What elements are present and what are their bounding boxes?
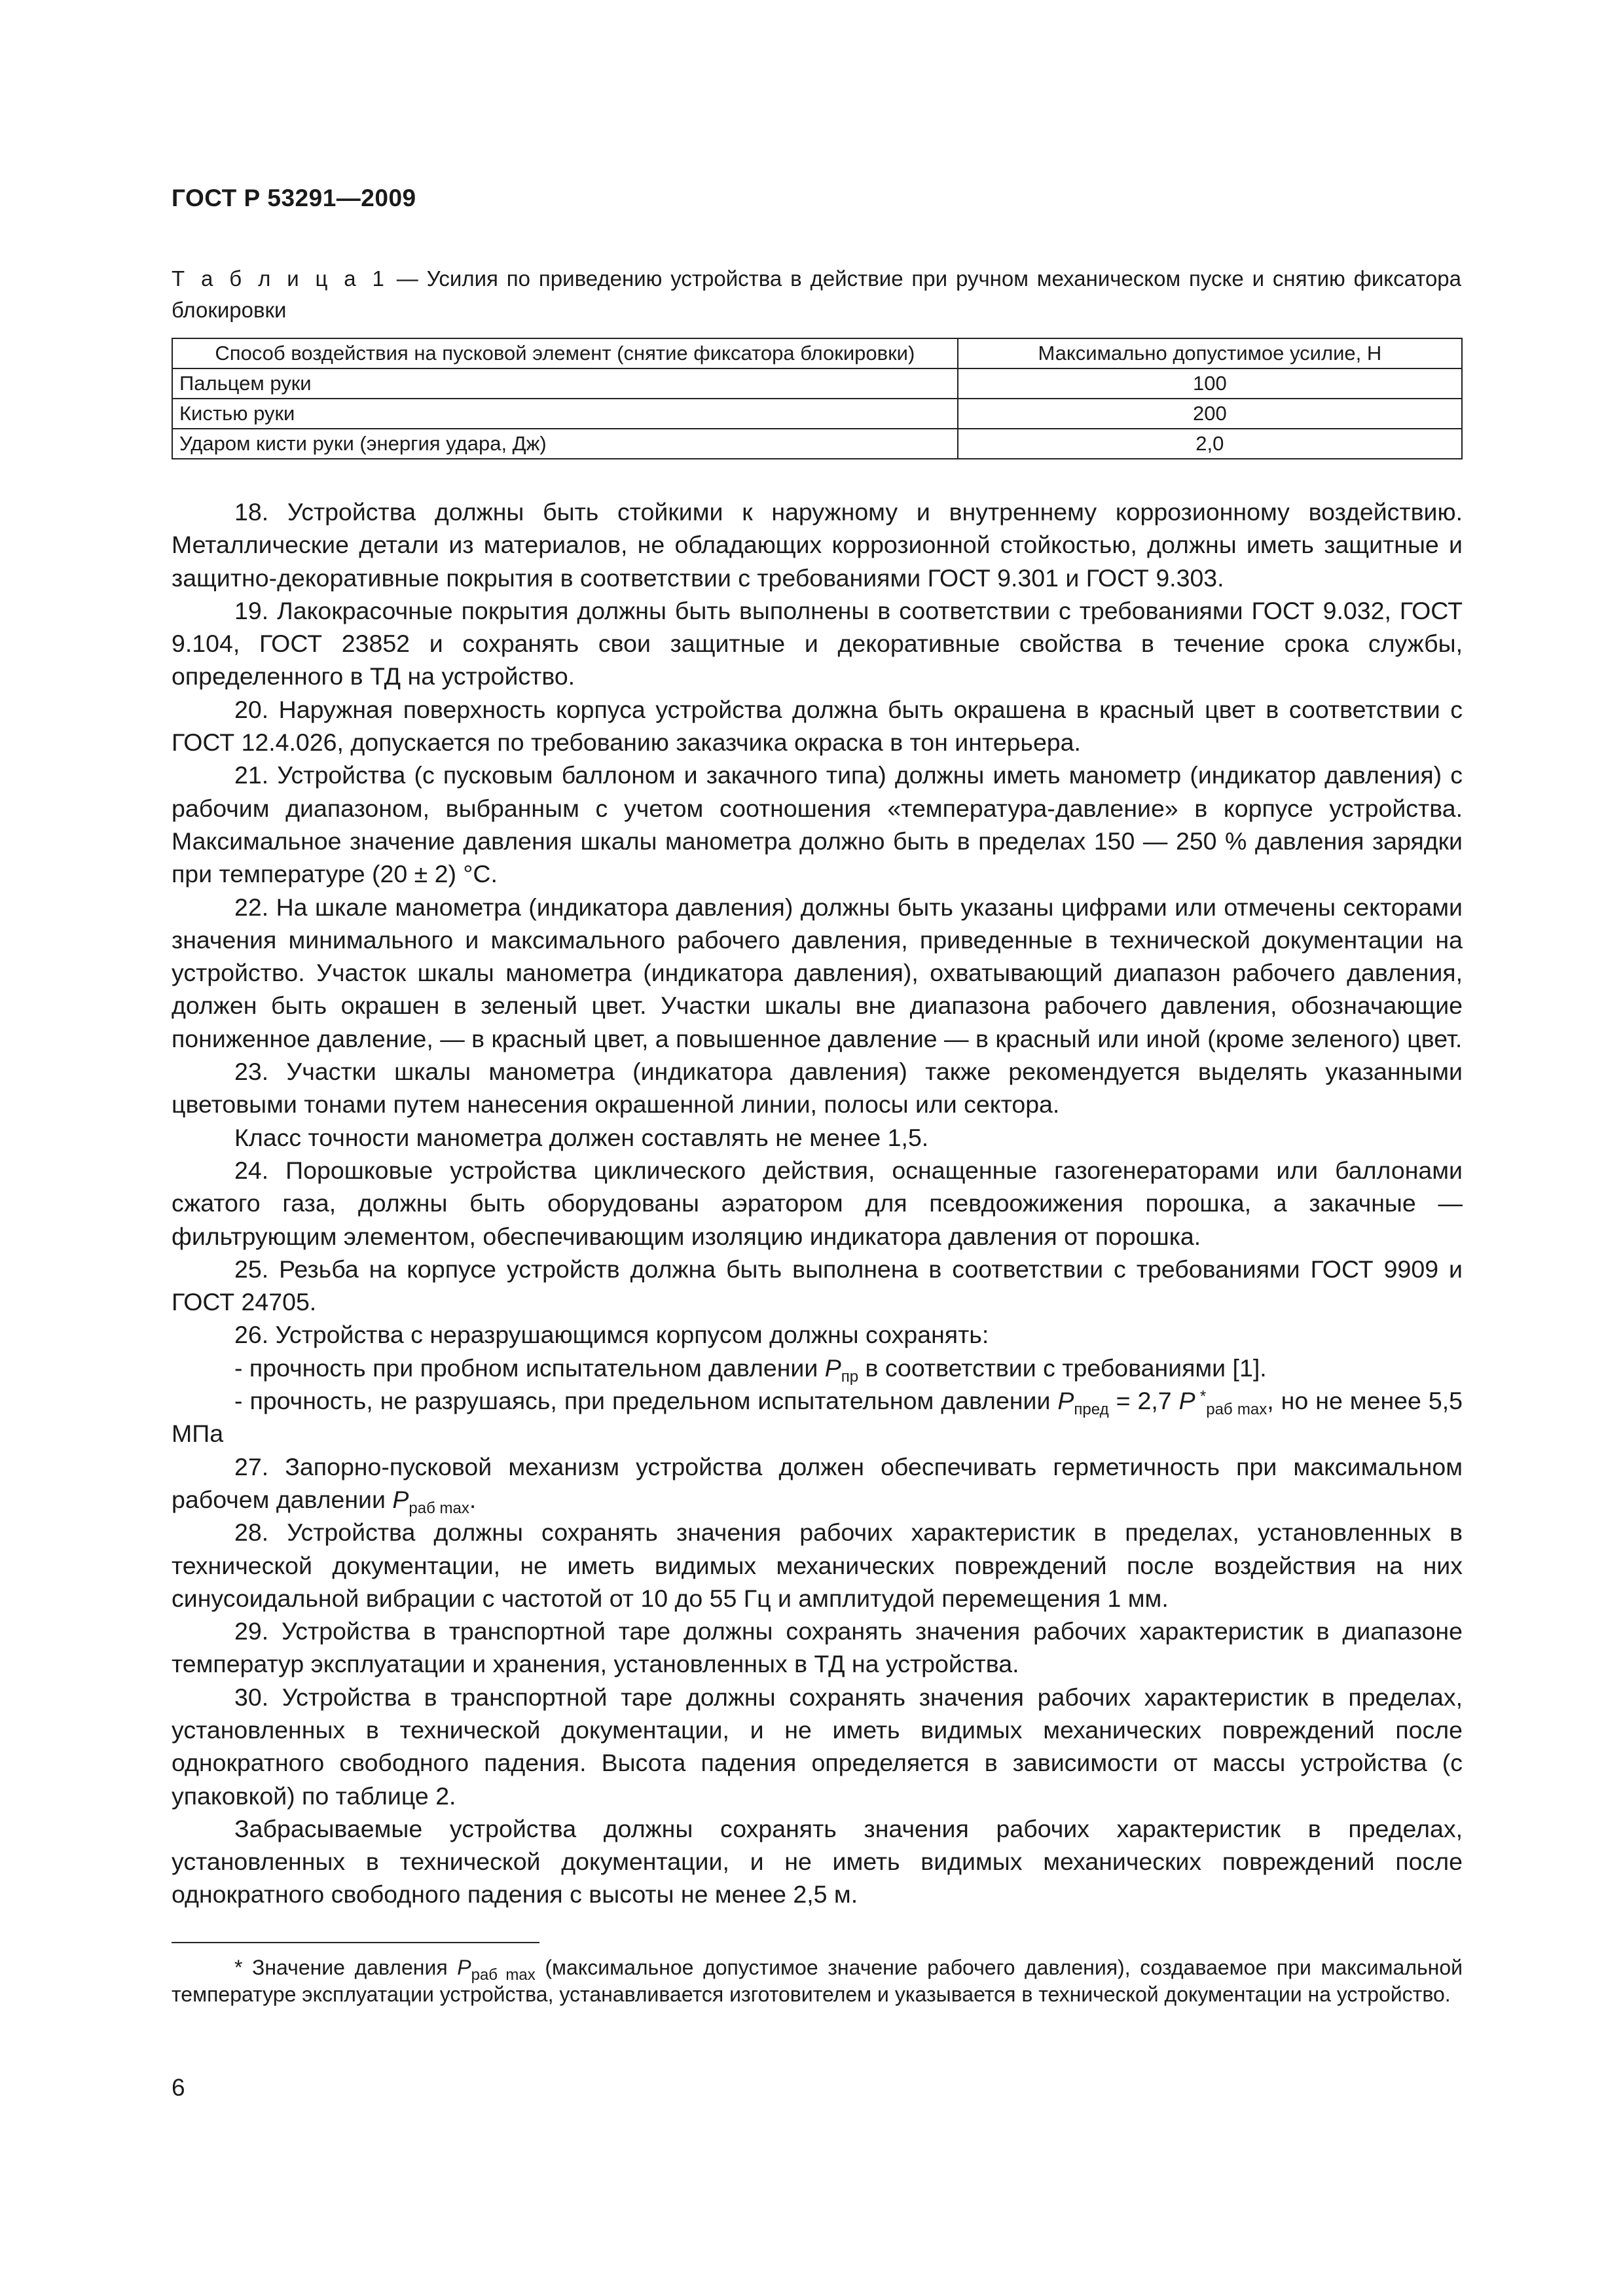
symbol-p: P: [824, 1354, 841, 1382]
table-header-force: Максимально допустимое усилие, Н: [958, 338, 1462, 368]
table-caption: [172, 263, 1461, 326]
paragraph-26: 26. Устройства с неразрушающимся корпусом должны сохранять:: [234, 1321, 989, 1349]
text-run: в соответствии с требованиями [1].: [858, 1354, 1267, 1382]
table-cell-force: 200: [958, 399, 1462, 429]
text-run: (максимальное допустимое значение рабочего давления), создаваемое при максимальной температуре эксплуатации устройства, устанавливается изготовителем и указывается в технической документации на устройство.: [172, 1956, 1463, 2006]
paragraph-27: [172, 1450, 1463, 1516]
subscript: пред: [1074, 1401, 1109, 1419]
text-run: , но не менее 5,5 МПа: [172, 1387, 1463, 1448]
text-run: .: [469, 1485, 477, 1513]
paragraph-30-thrown: Забрасываемые устройства должны сохранять значения рабочих характеристик в пределах, установленных в технической документации, и не иметь видимых механических повреждений после однократного свободного падения с высоты не менее 2,5 м.: [172, 1814, 1463, 1909]
paragraph-29: 29. Устройства в транспортной таре должны сохранять значения рабочих характеристик в диапазоне температур эксплуатации и хранения, установленных в ТД на устройства.: [172, 1617, 1463, 1678]
table-cell-method: Пальцем руки: [172, 368, 958, 399]
table-cell-method: Ударом кисти руки (энергия удара, Дж): [172, 429, 958, 459]
paragraph-22: 22. На шкале манометра (индикатора давления) должны быть указаны цифрами или отмечены секторами значения минимального и максимального рабочего давления, приведенные в технической документации на устройство. Участок шкалы манометра (индикатора давления), охватывающий диапазон рабочего давления, должен быть окрашен в зеленый цвет. Участки шкалы вне диапазона рабочего давления, обозначающие пониженное давление, — в красный цвет, а повышенное давление — в красный или иной (кроме зеленого) цвет.: [172, 893, 1463, 1052]
table-header-method: Способ воздействия на пусковой элемент (снятие фиксатора блокировки): [172, 338, 958, 368]
paragraph-21: 21. Устройства (с пусковым баллоном и закачного типа) должны иметь манометр (индикатор давления) с рабочим диапазоном, выбранным с учетом соотношения «температура-давление» в корпусе устройства. Максимальное значение давления шкалы манометра должно быть в пределах 150 — 250 % давления зарядки при температуре (20 ± 2) °С.: [172, 761, 1463, 888]
table-header-row: [172, 338, 1462, 368]
paragraph-24: 24. Порошковые устройства циклического действия, оснащенные газогенераторами или баллонами сжатого газа, должны быть оборудованы аэратором для псевдоожижения порошка, а закачные — фильтрующим элементом, обеспечивающим изоляцию индикатора давления от порошка.: [172, 1156, 1463, 1250]
footnote-marker: *: [1195, 1388, 1207, 1406]
paragraph-19: 19. Лакокрасочные покрытия должны быть выполнены в соответствии с требованиями ГОСТ 9.032, ГОСТ 9.104, ГОСТ 23852 и сохранять свои защитные и декоративные свойства в течение срока службы, определенного в ТД на устройство.: [172, 596, 1463, 691]
table-1: [172, 338, 1463, 459]
table-row: [172, 368, 1462, 399]
paragraph-25: 25. Резьба на корпусе устройств должна быть выполнена в соответствии с требованиями ГОСТ 9909 и ГОСТ 24705.: [172, 1255, 1463, 1316]
paragraph-26-item-b: [172, 1384, 1463, 1450]
paragraph-20: 20. Наружная поверхность корпуса устройства должна быть окрашена в красный цвет в соответствии с ГОСТ 12.4.026, допускается по требованию заказчика окраска в тон интерьера.: [172, 695, 1463, 757]
text-run: * Значение давления: [234, 1956, 458, 1979]
paragraph-26-item-a: [172, 1352, 1463, 1384]
table-caption-text: — Усилия по приведению устройства в действие при ручном механическом пуске и снятию фиксатора блокировки: [172, 266, 1461, 322]
document-header: ГОСТ Р 53291—2009: [172, 185, 416, 211]
subscript: раб max: [471, 1966, 536, 1984]
subscript: раб max: [1206, 1401, 1267, 1419]
table-cell-method: Кистью руки: [172, 399, 958, 429]
symbol-p: P: [392, 1485, 409, 1513]
text-run: - прочность при пробном испытательном давлении: [234, 1354, 825, 1382]
text-run: 27. Запорно-пусковой механизм устройства должен обеспечивать герметичность при максимальном рабочем давлении: [172, 1452, 1463, 1513]
table-cell-force: 100: [958, 368, 1462, 399]
subscript: раб max: [409, 1499, 469, 1517]
paragraph-23: 23. Участки шкалы манометра (индикатора давления) также рекомендуется выделять указанными цветовыми тонами путем нанесения окрашенной линии, полосы или сектора.: [172, 1058, 1463, 1119]
symbol-p: P: [1057, 1387, 1074, 1415]
paragraph-23-accuracy: Класс точности манометра должен составлять не менее 1,5.: [234, 1123, 929, 1151]
symbol-p: P: [457, 1956, 471, 1979]
paragraph-30: 30. Устройства в транспортной таре должны сохранять значения рабочих характеристик в пределах, установленных в технической документации, и не иметь видимых механических повреждений после однократного свободного падения. Высота падения определяется в зависимости от массы устройства (с упаковкой) по таблице 2.: [172, 1683, 1463, 1810]
subscript: пр: [841, 1367, 859, 1386]
page-number: 6: [172, 2074, 185, 2101]
body-text: [172, 495, 1463, 1911]
footnote-separator: [172, 1942, 539, 1943]
table-caption-label: Т а б л и ц а 1: [172, 266, 388, 291]
table-row: [172, 429, 1462, 459]
table-row: [172, 399, 1462, 429]
paragraph-18: 18. Устройства должны быть стойкими к наружному и внутреннему коррозионному воздействию. Металлические детали из материалов, не обладающих коррозионной стойкостью, должны иметь защитные и защитно-декоративные покрытия в соответствии с требованиями ГОСТ 9.301 и ГОСТ 9.303.: [172, 498, 1463, 592]
text-run: = 2,7: [1108, 1387, 1179, 1415]
footnote: [172, 1954, 1463, 2008]
footnote-text: [172, 1954, 1463, 2008]
paragraph-28: 28. Устройства должны сохранять значения рабочих характеристик в пределах, установленных в технической документации, не иметь видимых механических повреждений после воздействия на них синусоидальной вибрации с частотой от 10 до 55 Гц и амплитудой перемещения 1 мм.: [172, 1518, 1463, 1612]
table-cell-force: 2,0: [958, 429, 1462, 459]
text-run: - прочность, не разрушаясь, при предельном испытательном давлении: [234, 1387, 1058, 1415]
symbol-p: P: [1178, 1387, 1195, 1415]
